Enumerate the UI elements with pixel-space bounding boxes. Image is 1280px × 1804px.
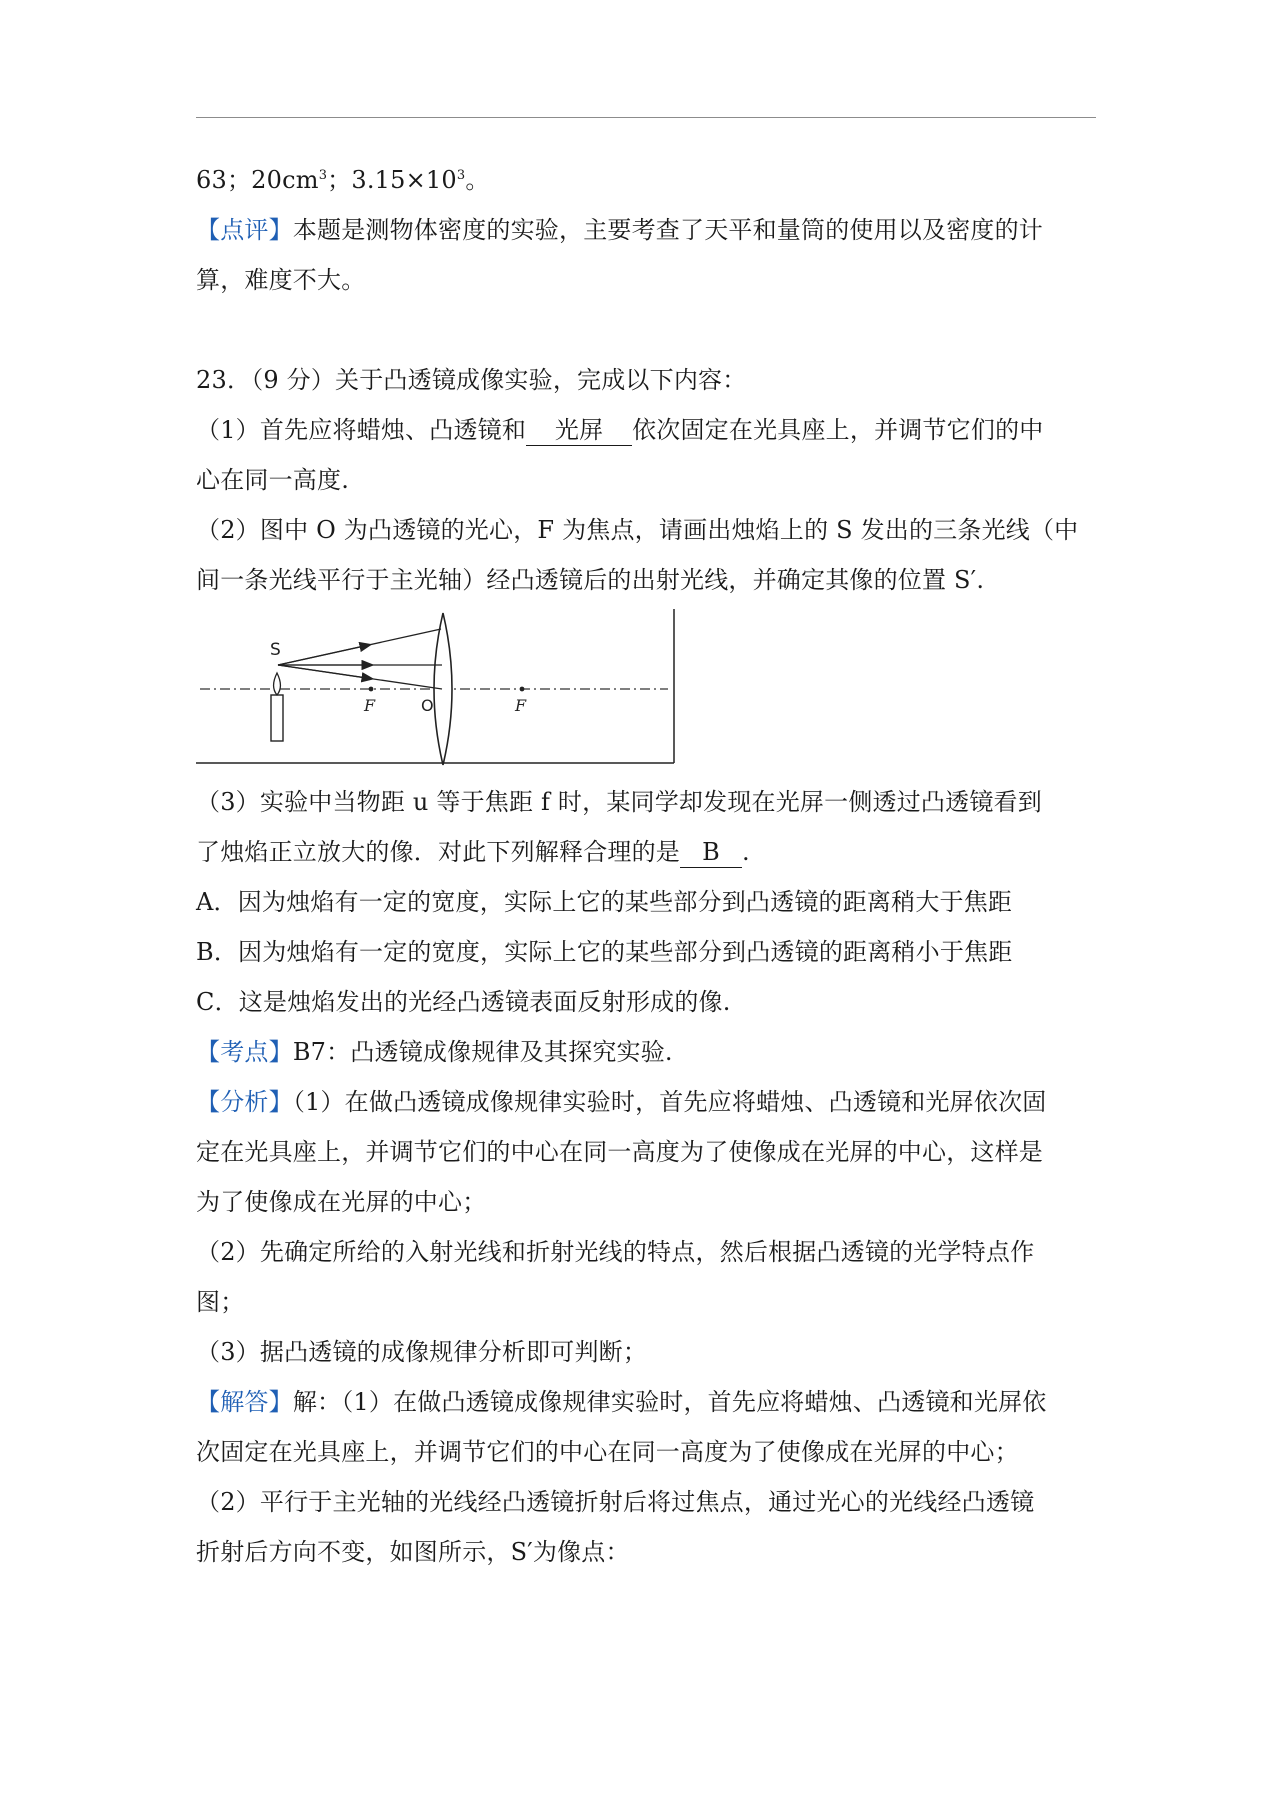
incident-ray-top-arrow — [278, 646, 366, 665]
question-23-header: 23．（9 分）关于凸透镜成像实验，完成以下内容： — [196, 366, 747, 394]
superscript: 3 — [456, 168, 466, 183]
review-tag: 【点评】 — [196, 216, 293, 244]
question-23-part-1 — [196, 405, 1096, 455]
focal-point-right — [520, 687, 525, 692]
kaodian-tag: 【考点】 — [196, 1038, 293, 1066]
period: 。 — [465, 166, 490, 194]
solution-line-3: （2）平行于主光轴的光线经凸透镜折射后将过焦点，通过光心的光线经凸透镜 — [196, 1488, 1035, 1516]
lens-diagram — [196, 609, 1096, 771]
label-o: O — [421, 696, 434, 715]
answer-text-density: ；3.15×10 — [327, 166, 457, 194]
convex-lens — [434, 613, 452, 765]
analysis-line-1 — [196, 1077, 1096, 1127]
analysis-line-5: 图； — [196, 1288, 245, 1316]
part-3-text: 了烛焰正立放大的像．对此下列解释合理的是 — [196, 838, 680, 866]
question-23-part-2: （2）图中 O 为凸透镜的光心，F 为焦点，请画出烛焰上的 S 发出的三条光线（中 — [196, 516, 1079, 544]
period: . — [742, 838, 750, 866]
analysis-line-2: 定在光具座上，并调节它们的中心在同一高度为了使像成在光屏的中心，这样是 — [196, 1138, 1043, 1166]
solution-line-4: 折射后方向不变，如图所示，S′为像点： — [196, 1538, 630, 1566]
part-1-text-b: 依次固定在光具座上，并调节它们的中 — [632, 416, 1044, 444]
question-23-part-1-cont: 心在同一高度. — [196, 466, 350, 494]
kaodian-line — [196, 1027, 1096, 1077]
analysis-line-6: （3）据凸透镜的成像规律分析即可判断； — [196, 1338, 648, 1366]
review-text: 本题是测物体密度的实验，主要考查了天平和量筒的使用以及密度的计 — [292, 216, 1044, 244]
focal-point-left — [369, 687, 374, 692]
convex-lens-figure — [196, 609, 686, 771]
question-23-part-3: （3）实验中当物距 u 等于焦距 f 时，某同学却发现在光屏一侧透过凸透镜看到 — [196, 788, 1042, 816]
review-line-2: 算，难度不大。 — [196, 266, 366, 294]
candle-body — [271, 695, 283, 741]
solution-line-1 — [196, 1377, 1096, 1427]
label-f-right: F — [515, 696, 527, 715]
answer-blank-screen: 光屏 — [526, 415, 632, 446]
answer-text-volume: 63；20cm — [196, 166, 319, 194]
label-f-left: F — [364, 696, 376, 715]
question-23-part-3-cont — [196, 827, 1096, 877]
spacer — [196, 305, 1096, 355]
kaodian-text: B7：凸透镜成像规律及其探究实验. — [292, 1038, 673, 1066]
solution-text: 解：（1）在做凸透镜成像规律实验时，首先应将蜡烛、凸透镜和光屏依 — [292, 1388, 1047, 1416]
analysis-line-3: 为了使像成在光屏的中心； — [196, 1188, 487, 1216]
option-a: A．因为烛焰有一定的宽度，实际上它的某些部分到凸透镜的距离稍大于焦距 — [196, 888, 1013, 916]
option-c: C．这是烛焰发出的光经凸透镜表面反射形成的像. — [196, 988, 731, 1016]
document-body — [196, 155, 1096, 1577]
option-b: B．因为烛焰有一定的宽度，实际上它的某些部分到凸透镜的距离稍小于焦距 — [196, 938, 1013, 966]
superscript: 3 — [318, 168, 328, 183]
analysis-text: （1）在做凸透镜成像规律实验时，首先应将蜡烛、凸透镜和光屏依次固 — [292, 1088, 1047, 1116]
solution-tag: 【解答】 — [196, 1388, 293, 1416]
question-23-part-2-cont: 间一条光线平行于主光轴）经凸透镜后的出射光线，并确定其像的位置 S′. — [196, 566, 985, 594]
label-s: S — [270, 640, 281, 660]
header-divider — [196, 117, 1096, 118]
analysis-tag: 【分析】 — [196, 1088, 293, 1116]
answer-line-22 — [196, 155, 1096, 205]
analysis-line-4: （2）先确定所给的入射光线和折射光线的特点，然后根据凸透镜的光学特点作 — [196, 1238, 1035, 1266]
review-line-1 — [196, 205, 1096, 255]
solution-line-2: 次固定在光具座上，并调节它们的中心在同一高度为了使像成在光屏的中心； — [196, 1438, 1019, 1466]
incident-ray-center-arrow — [278, 665, 368, 678]
part-1-text-a: （1）首先应将蜡烛、凸透镜和 — [196, 416, 527, 444]
answer-blank-choice: B — [680, 837, 742, 868]
candle-flame — [274, 673, 281, 695]
